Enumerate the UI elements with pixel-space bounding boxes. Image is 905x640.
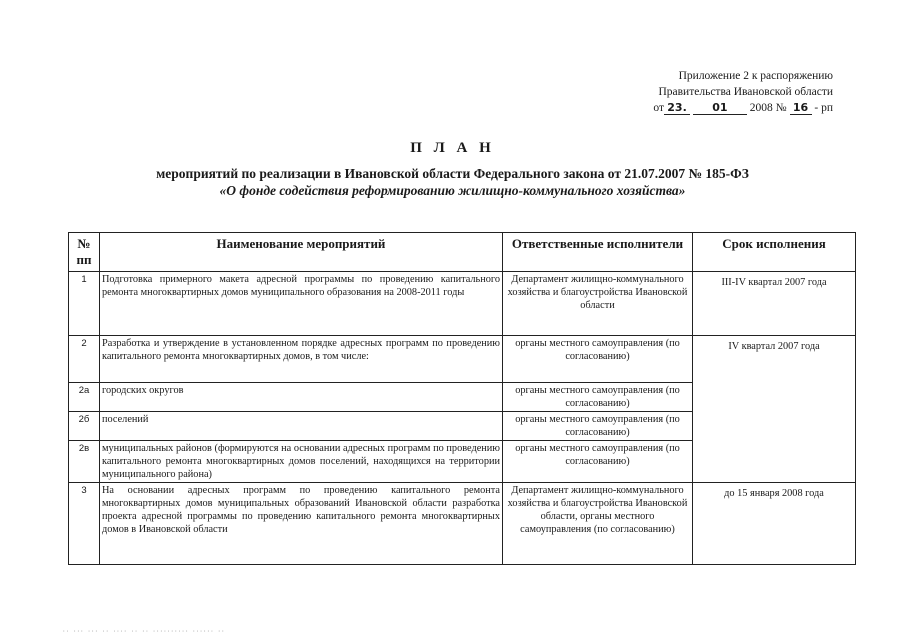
appendix-year: 2008 № xyxy=(749,102,787,114)
row-executors: Департамент жилищно-коммунального хозяйства и благоустройства Ивановской области, органы местного самоуправления (по согласованию) xyxy=(503,483,693,565)
row-num: 1 xyxy=(69,272,100,336)
row-name: муниципальных районов (формируются на основании адресных программ по проведению капитального ремонта многоквартирных домов поселений, находящихся на территории муниципального района) xyxy=(100,441,503,483)
row-name: На основании адресных программ по проведению капитального ремонта многоквартирных домов муниципальных образований Ивановской области разработка проекта адресной программы по проведению капитального ремонта многоквартирных домов в Ивановской области xyxy=(100,483,503,565)
row-deadline: до 15 января 2008 года xyxy=(693,483,856,565)
appendix-day: 23. xyxy=(664,102,690,115)
table-header-row xyxy=(69,233,856,272)
appendix-month: 01 xyxy=(693,102,747,115)
plan-table xyxy=(68,232,856,565)
row-executors: органы местного самоуправления (по согласованию) xyxy=(503,383,693,412)
row-name: Подготовка примерного макета адресной программы по проведению капитального ремонта многоквартирных домов муниципального образования на 2008-2011 годы xyxy=(100,272,503,336)
header-deadline: Срок исполнения xyxy=(693,233,856,272)
header-executors: Ответственные исполнители xyxy=(503,233,693,272)
appendix-suffix: - рп xyxy=(814,102,833,114)
row-num: 2в xyxy=(69,441,100,483)
row-num: 2 xyxy=(69,336,100,383)
row-deadline: IV квартал 2007 года xyxy=(693,336,856,483)
table-row xyxy=(69,483,856,565)
appendix-note xyxy=(628,68,833,116)
row-name: Разработка и утверждение в установленном порядке адресных программ по проведению капитального ремонта многоквартирных домов, в том числе: xyxy=(100,336,503,383)
plan-subtitle: мероприятий по реализации в Ивановской области Федерального закона от 21.07.2007 № 185-ФЗ xyxy=(156,166,749,181)
row-executors: Департамент жилищно-коммунального хозяйства и благоустройства Ивановской области xyxy=(503,272,693,336)
row-executors: органы местного самоуправления (по согласованию) xyxy=(503,336,693,383)
row-name: поселений xyxy=(100,412,503,441)
row-name: городских округов xyxy=(100,383,503,412)
row-deadline: III-IV квартал 2007 года xyxy=(693,272,856,336)
plan-title: П Л А Н xyxy=(410,140,495,156)
appendix-line-2: Правительства Ивановской области xyxy=(658,86,833,98)
appendix-from: от xyxy=(653,102,665,114)
header-name: Наименование мероприятий xyxy=(100,233,503,272)
table-row xyxy=(69,336,856,383)
appendix-date-line xyxy=(628,100,833,116)
header-num: № пп xyxy=(69,233,100,272)
appendix-number: 16 xyxy=(790,102,812,115)
plan-law-name: «О фонде содействия реформированию жилищно-коммунального хозяйства» xyxy=(219,183,686,198)
fax-header-noise: ·· ··· ··· ·· ···· ·· ·· ·········· ······ ·· xyxy=(62,628,225,635)
row-executors: органы местного самоуправления (по согласованию) xyxy=(503,441,693,483)
appendix-line-1: Приложение 2 к распоряжению xyxy=(678,70,833,82)
row-num: 2а xyxy=(69,383,100,412)
table-row xyxy=(69,272,856,336)
row-num: 2б xyxy=(69,412,100,441)
row-executors: органы местного самоуправления (по согласованию) xyxy=(503,412,693,441)
row-num: 3 xyxy=(69,483,100,565)
